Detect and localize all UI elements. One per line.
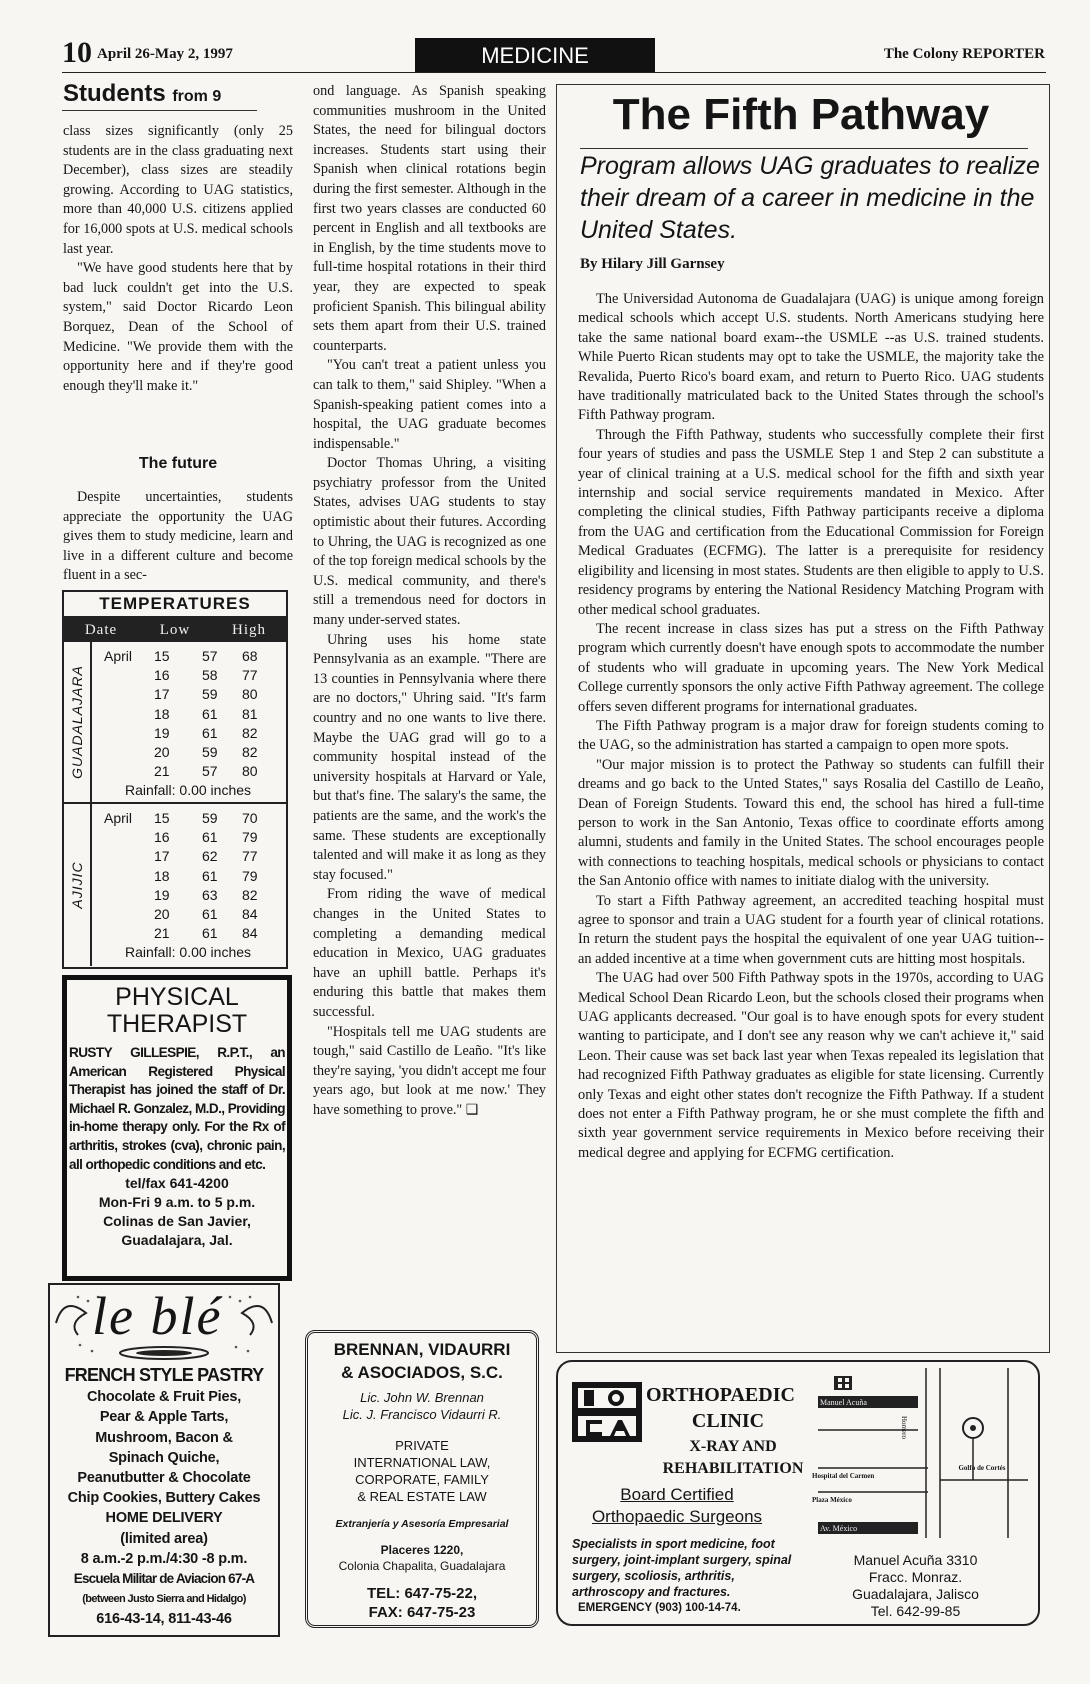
cell-low: 62	[202, 848, 218, 865]
services-line-2: REHABILITATION	[662, 1460, 804, 1477]
cell-high: 80	[242, 763, 258, 780]
cell-day: 20	[154, 744, 170, 760]
issue-date: April 26-May 2, 1997	[97, 46, 233, 62]
paragraph: ond language. As Spanish speaking communities mushroom in the United States, the need for bilingual doctors increases. Students start using their Spanish when clinical rotations begin during the first semester. Although in the first two years classes are conducted 60 percent in English and all textbooks are in English, by the time students move to full-time hospital rotations in their third year, they are expected to speak proficient Spanish. This bilingual ability sets them apart from their U.S. trained counterparts.	[313, 83, 546, 354]
pastry-line: HOME DELIVERY	[105, 1510, 223, 1527]
city-name: AJIJIC	[69, 861, 85, 909]
ad-phone: tel/fax 641-4200	[125, 1175, 229, 1192]
cell-high: 82	[242, 744, 258, 760]
paragraph: "You can't treat a patient unless you can talk to them," said Shipley. "When a Spanish-speaking patient comes into a hospital, the UAG graduate becomes indispensable."	[313, 357, 546, 452]
law-line: Lic. John W. Brennan	[360, 1390, 484, 1405]
law-line: TEL: 647-75-22,	[366, 1584, 478, 1602]
temperature-row	[94, 846, 284, 866]
temperatures-table	[62, 590, 288, 969]
cell-high: 70	[242, 810, 258, 826]
cell-day: 15	[154, 810, 170, 826]
rainfall: Rainfall: 0.00 inches	[124, 944, 252, 961]
cell-high: 77	[242, 848, 258, 865]
map-label-manuel-acuna: Manuel Acuña	[820, 1398, 867, 1407]
physical-therapist-ad	[62, 975, 292, 1281]
paragraph: "Hospitals tell me UAG students are tough," said Castillo de Leaño. "It's like they're saying, 'you didn't accept me four years ago, but look at me now.' They have something to prove." ❑	[313, 1023, 546, 1118]
temperature-row	[94, 742, 284, 762]
cell-high: 79	[242, 829, 258, 846]
board-certified	[572, 1484, 782, 1528]
paragraph: "Our major mission is to protect the Pathway so students can fulfill their dreams and go back to the Unted States," says Rosalia del Castillo de Leaño, Dean of Foreign Students. Toward this end, the school has hired a full-time person to work in the San Antonio, Texas office to coordinate efforts among alumni, students and family in the United States. The school encourages people with connections to teaching hospitals, medical schools or physicians to contact the San Antonio office with names to initiate dialog with the university.	[578, 756, 1044, 890]
cell-high: 84	[242, 925, 258, 942]
clinic-name-2: CLINIC	[691, 1410, 765, 1432]
cell-day: 17	[154, 686, 170, 703]
pastry-line: Spinach Quiche,	[108, 1449, 220, 1466]
pastry-line: (limited area)	[120, 1530, 208, 1547]
cell-high: 82	[242, 724, 258, 741]
law-line: Colonia Chapalita, Guadalajara	[338, 1558, 506, 1573]
cell-high: 79	[242, 867, 258, 884]
temperature-row	[94, 923, 284, 943]
pastry-logo	[50, 1285, 278, 1365]
orthopaedic-clinic-ad	[556, 1360, 1040, 1626]
pastry-line: Chocolate & Fruit Pies,	[86, 1389, 242, 1406]
section-banner: MEDICINE	[415, 38, 655, 72]
paragraph: The UAG had over 500 Fifth Pathway spots in the 1970s, according to UAG Medical School Dean Ricardo Leon, but the schools closed their programs when UAG applicants decreased. "Our goal is to have enough spots for every student wanting to participate, and I don't see any reason why we can't achieve it," said Leon. Their cause was set back last year when Texas repealed its legislation that had recognized Fifth Pathway graduates as eligible for state licensing. Currently only Texas and eight other states don't recognize the Fifth Pathway. If a student does not enter a Fifth Pathway program, he or she must complete the fifth and sixth year government service requirements in Mexico before receiving their medical degree and applying for ECFMG certification.	[578, 970, 1044, 1161]
ad-address-1: Colinas de San Javier,	[103, 1213, 251, 1230]
map-label-hospital: Hospital del Carmen	[812, 1472, 875, 1480]
article-title: The Fifth Pathway	[612, 90, 990, 139]
city-separator	[64, 802, 286, 804]
ad-title-line1: PHYSICAL	[115, 983, 239, 1011]
cell-day: 18	[154, 705, 170, 722]
cell-low: 59	[202, 686, 218, 703]
headline-text: Students	[63, 80, 166, 107]
temperature-row	[94, 827, 284, 847]
law-line: BRENNAN, VIDAURRI	[333, 1340, 511, 1359]
temperatures-title: TEMPERATURES	[64, 592, 286, 618]
city-label	[64, 642, 92, 802]
cell-day: 16	[154, 829, 170, 846]
clinic-phone: Tel. 642-99-85	[870, 1603, 961, 1619]
cell-day: 21	[154, 925, 170, 942]
column2-text	[313, 82, 546, 1120]
paragraph: "We have good students here that by bad luck couldn't get into the U.S. system," said Doctor Ricardo Leon Borquez, Dean of the School of Medicine. "We provide them with the opportunity here and if they're good enough they'll make it."	[63, 260, 293, 394]
column1-text	[63, 122, 293, 396]
city-label	[64, 804, 92, 966]
temperature-row	[94, 904, 284, 924]
cell-low: 61	[202, 705, 218, 722]
temperatures-header-row	[64, 618, 286, 642]
cell-high: 81	[242, 705, 258, 722]
paragraph: Uhring uses his home state Pennsylvania as an example. "There are 13 counties in Pennsylvania where there are no doctors," Uhring said. "It's farm country and no one wants to live there. Maybe the UAG grad will go to a community hospital instead of the university hospitals at Harvard or Yale, but that's fine. The salary's the same, the patients are the same, and the work's the same. These students are exceptionally talented and will make it as long as they stay focused."	[313, 631, 546, 883]
cell-month: April	[104, 810, 133, 826]
ad-description: RUSTY GILLESPIE, R.P.T., an American Registered Physical Therapist has joined the staff of Dr. Michael R. Gonzalez, M.D., Providing in-home therapy only. For the Rx of arthritis, strokes (cva), chronic pain, all orthopedic conditions and etc.	[69, 1045, 285, 1172]
cell-day: 19	[154, 724, 170, 741]
temperature-row	[94, 665, 284, 685]
law-firm-ad	[305, 1330, 539, 1628]
column1-text-2	[63, 488, 293, 586]
continued-headline	[63, 80, 221, 108]
header-high: High	[232, 622, 266, 638]
law-lines	[308, 1339, 536, 1622]
cell-high: 68	[242, 648, 258, 664]
cell-low: 61	[202, 925, 218, 942]
law-line: Lic. J. Francisco Vidaurri R.	[342, 1407, 502, 1422]
temperature-row	[94, 885, 284, 905]
law-line: INTERNATIONAL LAW,	[353, 1455, 491, 1470]
pastry-line: Peanutbutter & Chocolate	[77, 1470, 251, 1487]
address-line-1: Manuel Acuña 3310	[853, 1552, 978, 1568]
cell-low: 58	[202, 667, 218, 684]
clinic-specialties: Specialists in sport medicine, foot surgery, joint-implant surgery, spinal surgery, scoliosis, arthritis, arthroscopy and fractures.	[572, 1537, 792, 1599]
map-label-golfo: Golfo de Cortés	[958, 1464, 1006, 1472]
cell-low: 61	[202, 724, 218, 741]
board-line-2: Orthopaedic Surgeons	[591, 1507, 763, 1526]
paragraph: class sizes significantly (only 25 students are in the class graduating next December), class sizes are steadily growing. According to UAG statistics, more than 40,000 U.S. citizens applied for 16,000 spots at U.S. medical schools last year.	[63, 123, 293, 257]
ad-hours: Mon-Fri 9 a.m. to 5 p.m.	[98, 1194, 256, 1211]
cell-day: 21	[154, 763, 170, 780]
address-line-3: Guadalajara, Jalisco	[852, 1586, 979, 1602]
law-line: Placeres 1220,	[380, 1542, 464, 1557]
cell-low: 59	[202, 810, 218, 826]
pastry-line: (between Justo Sierra and Hidalgo)	[82, 1593, 246, 1606]
cell-day: 17	[154, 848, 170, 865]
ad-address-2: Guadalajara, Jal.	[121, 1232, 233, 1249]
page-number: 10	[62, 36, 92, 69]
pastry-line: Mushroom, Bacon &	[95, 1429, 233, 1446]
title-rule	[580, 148, 1028, 149]
clinic-name-1: ORTHOPAEDIC	[646, 1384, 795, 1406]
law-line: CORPORATE, FAMILY	[355, 1472, 489, 1487]
cell-low: 61	[202, 829, 218, 846]
temperature-row	[94, 684, 284, 704]
paragraph: The Fifth Pathway program is a major draw for foreign students coming to the UAG, so the administration has started a campaign to open more spots.	[578, 717, 1044, 754]
law-line: PRIVATE	[395, 1438, 449, 1453]
law-line: & REAL ESTATE LAW	[357, 1489, 487, 1504]
emergency-phone: EMERGENCY (903) 100-14-74.	[578, 1602, 741, 1614]
cell-high: 77	[242, 667, 258, 684]
paragraph: Doctor Thomas Uhring, a visiting psychiatry professor from the United States, advises UAG students to stay optimistic about their futures. According to Uhring, the UAG is recognized as one of the top foreign medical schools by the U.S. medical community, and there's still a tremendous need for doctors in many under-served states.	[313, 455, 546, 629]
pastry-line: Pear & Apple Tarts,	[99, 1409, 229, 1426]
header-rule	[62, 72, 1046, 73]
paragraph: Despite uncertainties, students appreciate the opportunity the UAG gives them to study medicine, learn and live in a different culture and become fluent in a sec-	[63, 489, 293, 584]
pastry-line: 8 a.m.-2 p.m./4:30 -8 p.m.	[80, 1550, 248, 1567]
temperature-row	[94, 866, 284, 886]
pastry-line: Escuela Militar de Aviacion 67-A	[73, 1571, 255, 1587]
ad-title-line2: THERAPIST	[106, 1010, 248, 1038]
headline-continuation: from 9	[172, 88, 222, 105]
header-date: Date	[84, 622, 118, 638]
cell-low: 57	[202, 763, 218, 780]
paragraph: From riding the wave of medical changes in the United States to completing a demanding medical education in Mexico, UAG graduates have an uphill battle. Perhaps it's enduring this battle that makes them successful.	[313, 886, 546, 1020]
pastry-line: 616-43-14, 811-43-46	[96, 1611, 232, 1628]
law-line: FAX: 647-75-23	[368, 1603, 476, 1621]
header-low: Low	[159, 622, 191, 638]
pastry-line: Chip Cookies, Buttery Cakes	[67, 1490, 261, 1507]
cell-low: 57	[202, 648, 218, 664]
temperature-row	[94, 808, 284, 828]
pastry-ad	[48, 1283, 280, 1637]
law-line: & ASOCIADOS, S.C.	[341, 1363, 503, 1382]
services-line-1: X-RAY AND	[689, 1438, 777, 1455]
paragraph: The Universidad Autonoma de Guadalajara (UAG) is unique among foreign medical schools which accept U.S. students. North Americans studying here take the same national board exam--the USMLE --as U.S. trained students. While Puerto Rican students may opt to take the USMLE, the majority take the Revalida, Puerto Rico's board exam, and return to Puerto Rico. UAG students have traditionally matriculated back to the United States through the school's Fifth Pathway program.	[578, 291, 1044, 424]
subhead-future: The future	[138, 455, 218, 472]
cell-low: 61	[202, 867, 218, 884]
map-label-av-mexico: Av. México	[820, 1524, 858, 1533]
temperature-row	[94, 761, 284, 781]
cell-high: 82	[242, 886, 258, 903]
temperature-row	[94, 723, 284, 743]
temperature-row	[94, 646, 284, 666]
cell-low: 61	[202, 906, 218, 922]
newspaper-name: The Colony REPORTER	[883, 46, 1045, 62]
article-body	[578, 290, 1044, 1163]
cell-day: 18	[154, 867, 170, 884]
cell-day: 16	[154, 667, 170, 684]
paragraph: Through the Fifth Pathway, students who successfully complete their first four years of studies and pass the USMLE Step 1 and Step 2 can substitute a year of clinical training at a U.S. medical school for the fifth and sixth year internship and social service requirements mandated in Mexico. After completing the clinical studies, Fifth Pathway participants receive a diploma from the UAG and certification from the Educational Commission for Foreign Medical Graduates (ECFMG). The latter is a prerequisite for residency eligibility and licensing in most states. Students are then eligible to apply to U.S. residency programs by entering the National Residency Matching Program with other medical school graduates.	[578, 426, 1044, 618]
paragraph: To start a Fifth Pathway agreement, an accredited teaching hospital must agree to sponsor and train a UAG student for a fourth year of clinical rotations. In return the student pays the hospital the equivalent of one year UAG tuition--an added incentive at a time when government cuts are hitting most hospitals.	[578, 892, 1044, 967]
headline-rule	[62, 110, 257, 111]
cell-day: 19	[154, 886, 170, 903]
pastry-logo-text: le blé	[92, 1286, 223, 1346]
pastry-lines	[50, 1365, 278, 1630]
cell-low: 59	[202, 744, 218, 760]
location-map-icon	[808, 1368, 1028, 1538]
rainfall: Rainfall: 0.00 inches	[124, 782, 252, 799]
map-label-plaza: Plaza México	[812, 1496, 852, 1504]
pastry-line: FRENCH STYLE PASTRY	[64, 1365, 264, 1385]
clinic-services	[638, 1436, 828, 1480]
map-label-homero: Homero	[900, 1416, 908, 1439]
cell-day: 20	[154, 906, 170, 922]
city-name: GUADALAJARA	[69, 665, 85, 779]
temperature-row	[94, 704, 284, 724]
paragraph: The recent increase in class sizes has put a stress on the Fifth Pathway program which currently doesn't have enough spots to accommodate the number of students who will graduate in upcoming years. The New York Medical College currently sponsors the only active Fifth Pathway agreement. The college offers seven different programs for international graduates.	[578, 620, 1044, 715]
cell-month: April	[104, 648, 133, 664]
article-subtitle: Program allows UAG graduates to realize their dream of a career in medicine in the United States.	[580, 152, 1040, 244]
cell-high: 80	[242, 686, 258, 703]
cell-low: 63	[202, 886, 218, 903]
law-line: Extranjería y Asesoría Empresarial	[335, 1518, 509, 1530]
city-blocks	[64, 642, 286, 967]
address-line-2: Fracc. Monraz.	[868, 1569, 963, 1585]
board-line-1: Board Certified	[620, 1485, 734, 1504]
byline: By Hilary Jill Garnsey	[580, 256, 725, 272]
cell-day: 15	[154, 648, 170, 664]
cell-high: 84	[242, 906, 258, 922]
clinic-address	[808, 1552, 1023, 1620]
